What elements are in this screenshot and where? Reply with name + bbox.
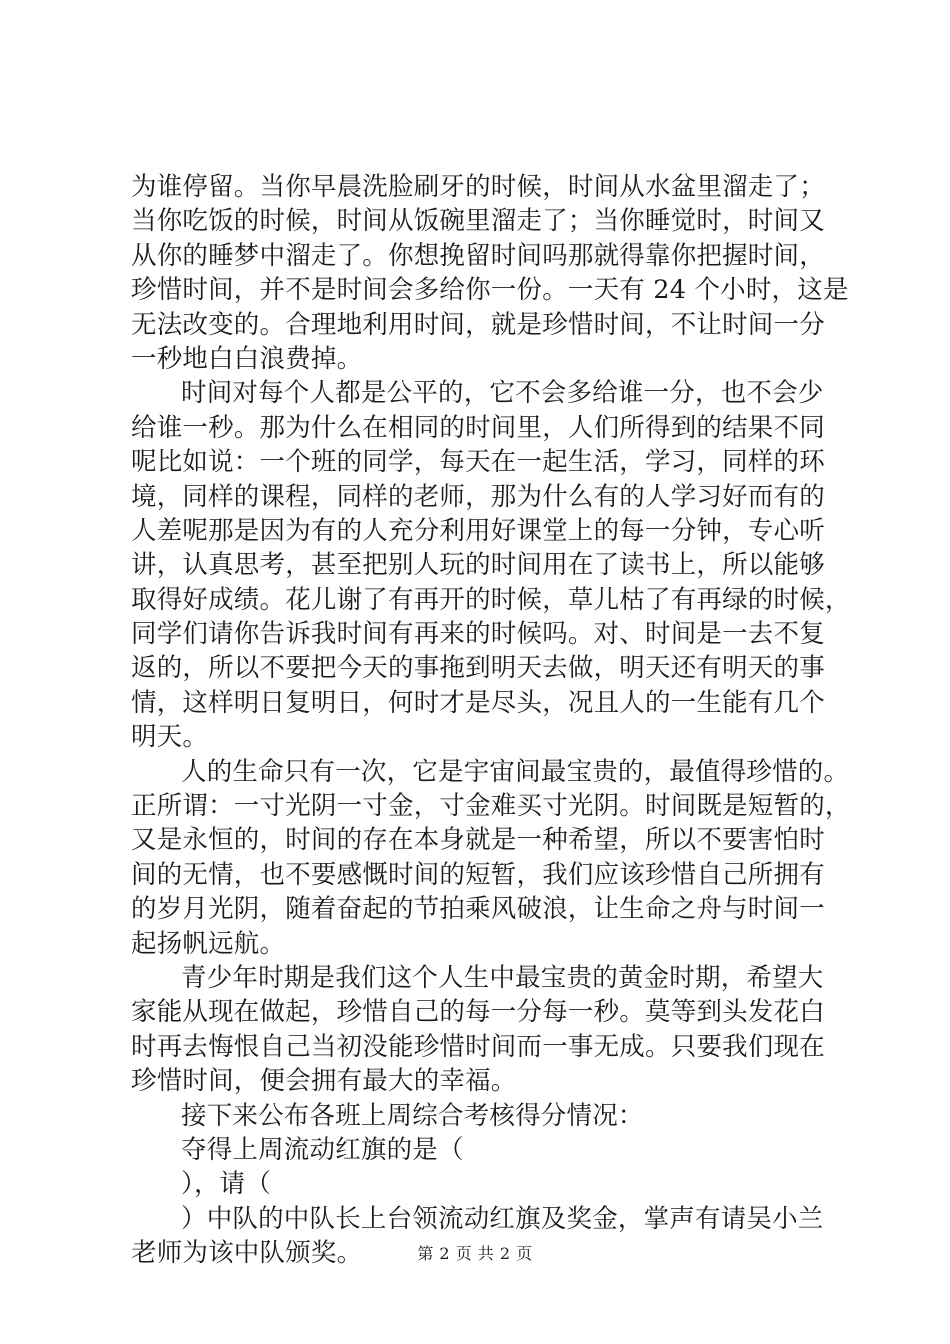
- document-body: [131, 170, 851, 1271]
- text-line: 当你吃饭的时候，时间从饭碗里溜走了；当你睡觉时，时间又: [131, 206, 825, 237]
- page-footer: 第 2 页 共 2 页: [417, 1244, 533, 1263]
- text-line: 珍惜时间，并不是时间会多给你一份。一天有 24 个小时，这是: [131, 275, 849, 306]
- text-line: 家能从现在做起，珍惜自己的每一分每一秒。莫等到头发花白: [131, 997, 825, 1028]
- text-line: 明天。: [131, 722, 209, 753]
- text-line: 返的，所以不要把今天的事拖到明天去做，明天还有明天的事: [131, 653, 825, 684]
- text-line: 给谁一秒。那为什么在相同的时间里，人们所得到的结果不同: [131, 412, 825, 443]
- text-line: 时再去悔恨自己当初没能珍惜时间而一事无成。只要我们现在: [131, 1031, 825, 1062]
- text-line: 的岁月光阴，随着奋起的节拍乘风破浪，让生命之舟与时间一: [131, 894, 825, 925]
- text-line: 为谁停留。当你早晨洗脸刷牙的时候，时间从水盆里溜走了；: [131, 172, 825, 202]
- text-line: 境，同样的课程，同样的老师，那为什么有的人学习好而有的: [131, 481, 825, 512]
- text-line: 又是永恒的，时间的存在本身就是一种希望，所以不要害怕时: [131, 825, 825, 856]
- text-line: 同学们请你告诉我时间有再来的时候吗。对、时间是一去不复: [131, 619, 825, 650]
- text-line: 讲，认真思考，甚至把别人玩的时间用在了读书上，所以能够: [131, 550, 825, 581]
- text-line: 取得好成绩。花儿谢了有再开的时候，草儿枯了有再绿的时候，: [131, 584, 851, 615]
- text-line: 夺得上周流动红旗的是（: [181, 1134, 464, 1165]
- text-line: 正所谓：一寸光阴一寸金，寸金难买寸光阴。时间既是短暂的，: [131, 791, 851, 822]
- text-line: 无法改变的。合理地利用时间，就是珍惜时间，不让时间一分: [131, 309, 825, 340]
- text-line: 人的生命只有一次，它是宇宙间最宝贵的，最值得珍惜的。: [181, 756, 850, 787]
- text-line: 时间对每个人都是公平的，它不会多给谁一分，也不会少: [181, 378, 824, 409]
- text-line: 间的无情，也不要感慨时间的短暂，我们应该珍惜自己所拥有: [131, 859, 825, 890]
- text-line: 珍惜时间，便会拥有最大的幸福。: [131, 1066, 517, 1097]
- text-line: 接下来公布各班上周综合考核得分情况：: [181, 1100, 644, 1131]
- text-line: ），请（: [181, 1169, 272, 1200]
- text-line: ）中队的中队长上台领流动红旗及奖金，掌声有请吴小兰: [181, 1203, 824, 1234]
- text-line: 情，这样明日复明日，何时才是尽头，况且人的一生能有几个: [131, 687, 825, 718]
- text-line: 起扬帆远航。: [131, 928, 286, 959]
- text-line: 青少年时期是我们这个人生中最宝贵的黄金时期，希望大: [181, 962, 824, 993]
- text-line: 一秒地白白浪费掉。: [131, 343, 363, 374]
- text-line: 人差呢那是因为有的人充分利用好课堂上的每一分钟，专心听: [131, 515, 825, 546]
- text-line: 从你的睡梦中溜走了。你想挽留时间吗那就得靠你把握时间，: [131, 240, 825, 271]
- text-line: 老师为该中队颁奖。: [131, 1238, 363, 1269]
- text-line: 呢比如说：一个班的同学，每天在一起生活，学习，同样的环: [131, 447, 825, 478]
